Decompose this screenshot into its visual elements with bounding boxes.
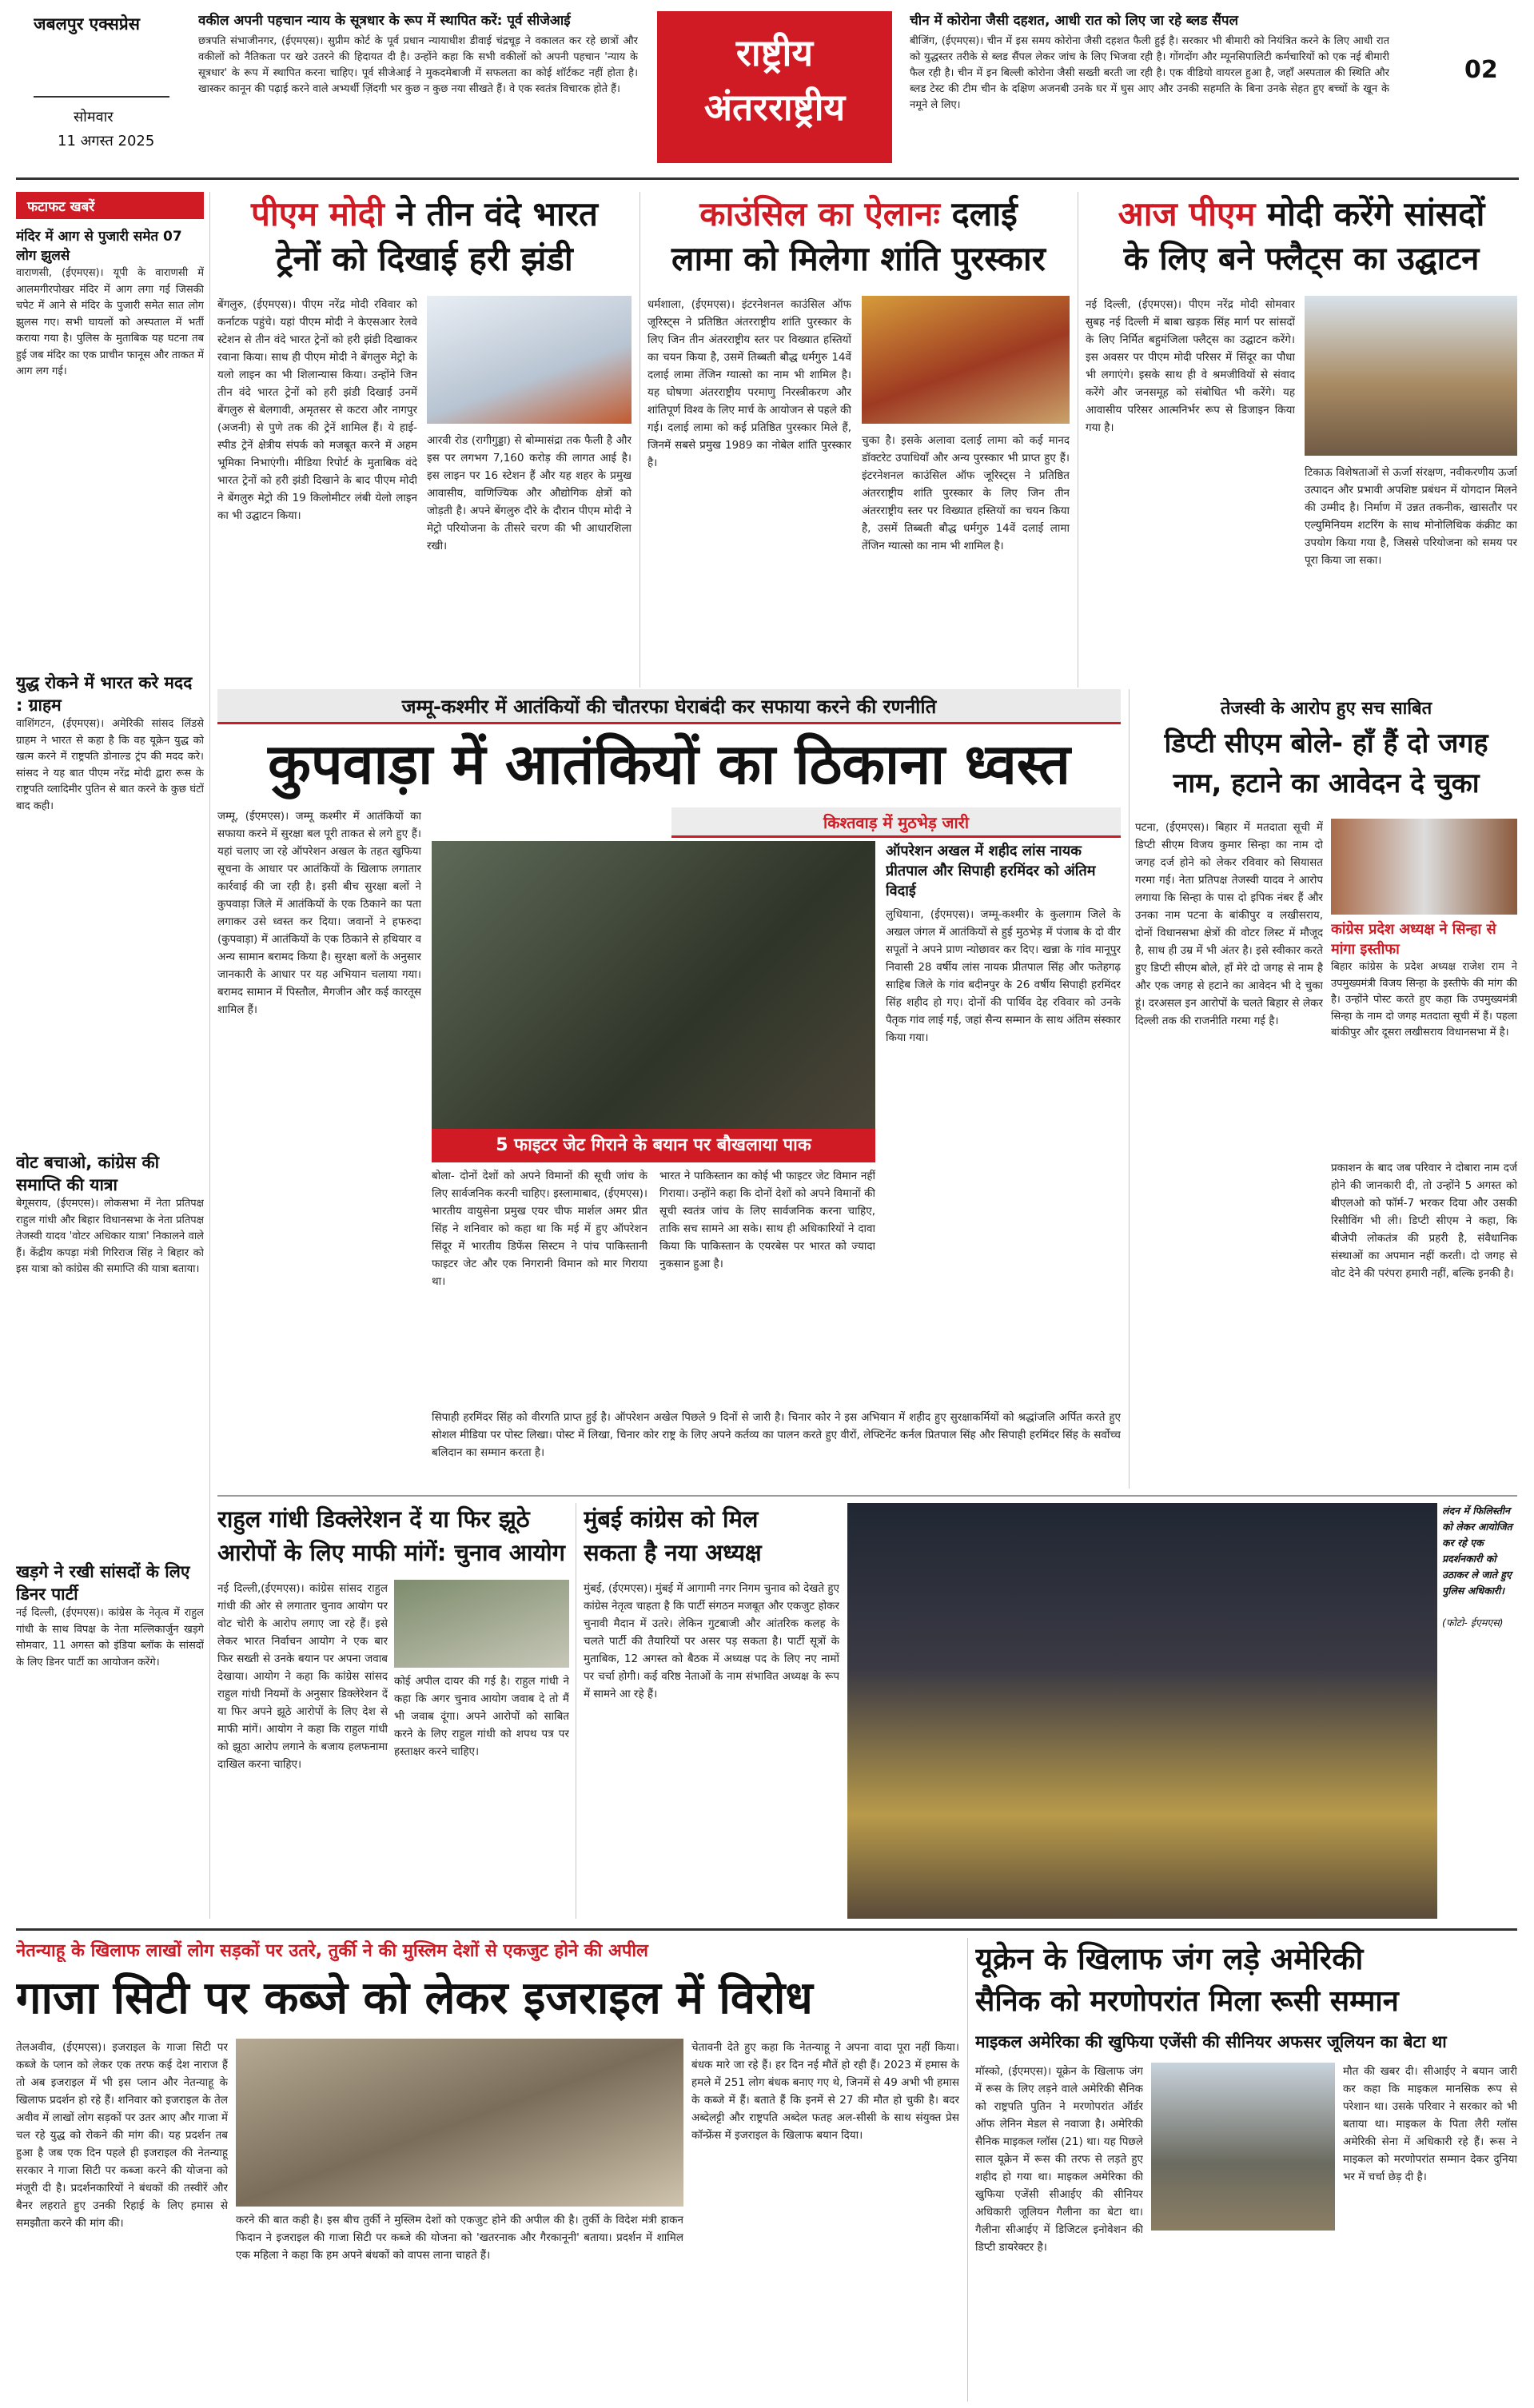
story-body: धर्मशाला, (ईएमएस)। इंटरनेशनल काउंसिल ऑफ जूरिस्ट्स ने प्रतिष्ठित अंतरराष्ट्रीय शांति पुरस्कार के लिए जिन तीन अंतरराष्ट्रीय स्तर पर विख्यात हस्तियों का चयन किया है, उसमें तिब्बती बौद्ध धर्मगुरु 14वें दलाई लामा तेंजिन ग्यात्सो का नाम भी शामिल है। यह घोषणा अंतरराष्ट्रीय परमाणु निरस्त्रीकरण और शांतिपूर्ण विश्व के लिए मार्च के आयोजन से पहले की गई। दलाई लामा को कई प्रतिष्ठित पुरस्कार मिले हैं, जिनमें सबसे प्रमुख 1989 का नोबेल शांति पुरस्कार है।: [647, 298, 851, 469]
brief-tag: [16, 192, 204, 219]
tejashwi-headline-1: डिप्टी सीएम बोले- हाँ हैं दो जगह: [1164, 728, 1488, 759]
ukraine-headline-1: यूक्रेन के खिलाफ जंग लड़े अमेरिकी: [975, 1941, 1364, 1976]
section-rule: [217, 1495, 1517, 1497]
brief-item-headline: मंदिर में आग से पुजारी समेत 07 लोग झुलसे: [16, 229, 182, 264]
story-headline: [1086, 192, 1517, 237]
photo-banner: [432, 1129, 875, 1162]
tejashwi-kicker: तेजस्वी के आरोप हुए सच साबित: [1220, 699, 1432, 719]
london-protest-photo: [847, 1503, 1437, 1919]
brief-item-body: वाराणसी, (ईएमएस)। यूपी के वाराणसी में आलमगीरपोखर मंदिर में आग लगा गई जिसकी चपेट में आने से मंदिर के पुजारी समेत सात लोग झुलस गए। सभी घायलों को अस्पताल में भर्ती कराया गया है। पुलिस के मुताबिक यह घटना तब हुई जब मंदिर का एक प्राचीन फानूस और ताकत में आग लग गई।: [16, 267, 204, 377]
brief-divider: [209, 192, 210, 1919]
soldier-statue-photo: [1151, 2063, 1335, 2231]
dalai-lama-photo: [862, 296, 1070, 424]
sub-kicker-label: किश्तवाड़ में मुठभेड़ जारी: [823, 813, 969, 832]
inset-body: बिहार कांग्रेस के प्रदेश अध्यक्ष राजेश राम ने उपमुख्यमंत्री विजय सिन्हा के इस्तीफे की मांग की है। उन्होंने पोस्ट करते हुए कहा कि उपमुख्यमंत्री सिन्हा के नाम दो जगह मतदाता सूची में हैं। पहला बांकीपुर और दूसरा लखीसराय विधानसभा में है।: [1331, 961, 1517, 1039]
masthead-divider: [16, 177, 1519, 180]
kupwara-sub-kicker: [671, 807, 1121, 838]
leaders-photo: [1331, 819, 1517, 915]
ukraine-body-right: मौत की खबर दी। सीआईए ने बयान जारी कर कहा कि माइकल मानसिक रूप से परेशान था। उसके परिवार ने सरकार को भी बताया था। माइकल के पिता लैरी ग्लॉस अमेरिकी सेना में अधिकारी रहे हैं। रूस ने माइकल को मरणोपरांत सम्मान देकर दुनिया भर में चर्चा छेड़ दी है।: [1343, 2065, 1517, 2183]
story-headline-line2: लामा को मिलेगा शांति पुरस्कार: [671, 239, 1046, 278]
section-box: [657, 11, 892, 163]
story-headline-line2: के लिए बने फ्लैट्स का उद्घाटन: [1123, 241, 1480, 277]
ukraine-subhead: माइकल अमेरिका की खुफिया एजेंसी की सीनियर अफसर जूलियन का बेटा था: [975, 2032, 1447, 2051]
paper-name: जबलपुर एक्सप्रेस: [34, 14, 140, 34]
mumbai-headline-1: मुंबई कांग्रेस को मिल: [584, 1505, 759, 1533]
mumbai-headline-2: सकता है नया अध्यक्ष: [584, 1539, 762, 1566]
photo-banner-label: 5 फाइटर जेट गिराने के बयान पर बौखलाया पाक: [496, 1135, 811, 1155]
ukraine-headline-2: सैनिक को मरणोपरांत मिला रूसी सम्मान: [975, 1985, 1399, 2018]
martyr-headline: ऑपरेशन अखल में शहीद लांस नायक प्रीतपाल और सिपाही हरमिंदर को अंतिम विदाई: [886, 843, 1096, 899]
brief-item: [16, 672, 204, 1119]
section-title-2: अंतरराष्ट्रीय: [703, 86, 846, 129]
headline-red: आज पीएम: [1118, 194, 1256, 233]
right-teaser: [910, 11, 1389, 171]
headline-red: पीएम मोदी: [251, 194, 384, 233]
headline-rest: मोदी करेंगे सांसदों: [1267, 194, 1485, 233]
rahul-headline-2: आरोपों के लिए माफी मांगें: चुनाव आयोग: [217, 1539, 565, 1566]
rahul-body: नई दिल्ली,(ईएमएस)। कांग्रेस सांसद राहुल गांधी की ओर से लगातार चुनाव आयोग पर वोट चोरी के आरोप लगाए जा रहे हैं। इसे लेकर भारत निर्वाचन आयोग ने एक बार फिर सख्ती से उनके बयान पर अपना जवाब देखाया। आयोग ने कहा कि कांग्रेस सांसद राहुल गांधी नियमों के अनुसार डिक्लेरेशन दें या फिर अपने झूठे आरोपों के लिए देश से माफी मांगें। आयोग ने कहा कि राहुल गांधी को झूठा आरोप लगाने के बजाय हलफनामा दाखिल करना चाहिए।: [217, 1582, 388, 1771]
brief-item-headline: खड़गे ने रखी सांसदों के लिए डिनर पार्टी: [16, 1562, 190, 1604]
story-body: बेंगलुरु, (ईएमएस)। पीएम नरेंद्र मोदी रविवार को कर्नाटक पहुंचे। यहां पीएम मोदी ने केएसआर रेलवे स्टेशन से तीन वंदे भारत ट्रेनों को हरी झंडी दिखाकर रवाना किया। साथ ही पीएम मोदी ने बेंगलुरु मेट्रो के यलो लाइन का भी शिलान्यास किया। उन्होंने जिन तीन वंदे भारत ट्रेनों को हरी झंडी दिखाई उनमें बेंगलुरु से बेलगावी, अमृतसर से कटरा और नागपुर (अजनी) से पुणे तक की ट्रेनें शामिल हैं। ये हाई-स्पीड ट्रेनें क्षेत्रीय संपर्क को मजबूत करने में अहम भूमिका निभाएंगी। मीडिया रिपोर्ट के मुताबिक वंदे भारत ट्रेनों को हरी झंडी दिखाने के बाद पीएम मोदी ने बेंगलुरु मेट्रो की 19 किलोमीटर लंबी येलो लाइन का भी उद्घाटन किया।: [217, 298, 417, 522]
brief-item-headline: युद्ध रोकने में भारत करे मदद : ग्राहम: [16, 673, 193, 715]
gaza-body-mid: करने की बात कही है। इस बीच तुर्की ने मुस्लिम देशों को एकजुट होने की अपील की है। तुर्की के विदेश मंत्री हाकन फिदान ने इजराइल की गाजा सिटी पर कब्जे की योजना को 'खतरनाक और गैरकानूनी' बताया। प्रदर्शन में शामिल एक महिला ने कहा कि हम अपने बंधकों को वापस लाना चाहते हैं।: [236, 2214, 683, 2262]
story-mp-flats: [1086, 192, 1517, 688]
gaza-photo: [236, 2039, 683, 2207]
congress-inset: [1331, 919, 1517, 1159]
left-teaser-headline: वकील अपनी पहचान न्याय के सूत्रधार के रूप में स्थापित करें: पूर्व सीजेआई: [198, 13, 571, 29]
soldiers-photo: [432, 841, 875, 1129]
london-caption-box: [1437, 1503, 1517, 1919]
brief-item-body: नई दिल्ली, (ईएमएस)। कांग्रेस के नेतृत्व में राहुल गांधी के साथ विपक्ष के नेता मल्लिकार्जुन खड़गे सोमवार, 11 अगस्त को इंडिया ब्लॉक के सांसदों के लिए डिनर पार्टी का आयोजन करेंगे।: [16, 1607, 204, 1668]
brief-item: [16, 1151, 204, 1631]
story-headline: [647, 192, 1070, 237]
story-vande-bharat: [217, 192, 632, 688]
story-body-cont: चुका है। इसके अलावा दलाई लामा को कई मानद डॉक्टरेट उपाधियाँ और अन्य पुरस्कार भी प्राप्त हुए हैं। इंटरनेशनल काउंसिल ऑफ जूरिस्ट्स ने प्रतिष्ठित अंतरराष्ट्रीय शांति पुरस्कार के लिए जिन तीन अंतरराष्ट्रीय स्तर पर विख्यात हस्तियों का चयन किया है, उसमें तिब्बती बौद्ध धर्मगुरु 14वें दलाई लामा तेंजिन ग्यात्सो का नाम भी शामिल है।: [862, 434, 1070, 552]
martyr-sidebar: [886, 841, 1121, 1393]
date-label: 11 अगस्त 2025: [58, 133, 155, 150]
gaza-body-right: चेतावनी देते हुए कहा कि नेतन्याहू ने अपना वादा पूरा नहीं किया। बंधक मारे जा रहे हैं। हर दिन नई मौतें हो रही हैं। 2023 में हमास के हमले में 251 लोग बंधक बनाए गए थे, जिनमें से 49 अभी भी हमास के कब्जे में हैं। बताते हैं कि इनमें से 27 की मौत हो चुकी है। बदर अब्देलट्टी और राष्ट्रपति अब्देल फतह अल-सीसी के साथ संयुक्त प्रेस कॉन्फ्रेंस में इजराइल के खिलाफ बयान दिया।: [691, 2041, 959, 2142]
pak-body-1: बोला- दोनों देशों को अपने विमानों की सूची जांच के लिए सार्वजनिक करनी चाहिए। इस्लामाबाद, (ईएमएस)। भारतीय वायुसेना प्रमुख एयर चीफ मार्शल अमर प्रीत सिंह ने शनिवार को कहा था कि मई में हुए ऑपरेशन सिंदूर में भारतीय डिफेंस सिस्टम ने पांच पाकिस्तानी फाइटर जेट और एक निगरानी विमान को मार गिराया था।: [432, 1170, 647, 1288]
kupwara-body: जम्मू, (ईएमएस)। जम्मू कश्मीर में आतंकियों का सफाया करने में सुरक्षा बल पूरी ताकत से लगे हुए हैं। यहां चलाए जा रहे ऑपरेशन अखल के तहत खुफिया सूचना के आधार पर आतंकियों के खिलाफ लगातार कार्रवाई की जा रही है। इसी बीच सुरक्षा बलों ने कुपवाड़ा जिले में आतंकियों के एक ठिकाने का पता लगाकर उसे ध्वस्त कर दिया। जवानों ने हफरुदा (कुपवाड़ा) में आतंकियों के एक ठिकाने से हथियार व अन्य सामान बरामद किया है। सुरक्षा बलों के अनुसार जानकारी के आधार पर यह अभियान चलाया गया। बरामद सामान में पिस्तौल, मैगजीन और कई कारतूस शामिल हैं।: [217, 810, 421, 1016]
col-divider: [967, 1938, 968, 2402]
story-body-cont: आरवी रोड (रागीगुड्डा) से बोम्मासंद्रा तक फैली है और इस पर लगभग 7,160 करोड़ की लागत आई है। इस लाइन पर 16 स्टेशन हैं और यह शहर के प्रमुख आवासीय, वाणिज्यिक और औद्योगिक क्षेत्रों को जोड़ती है। अपने बेंगलुरु दौरे के दौरान पीएम मोदी ने मेट्रो परियोजना के तीसरे चरण की भी आधारशिला रखी।: [427, 434, 632, 552]
date-box: [34, 96, 169, 176]
tejashwi-body: पटना, (ईएमएस)। बिहार में मतदाता सूची में डिप्टी सीएम विजय कुमार सिन्हा का नाम दो जगह दर्ज होने को लेकर रविवार को सियासत गरमा गई। नेता प्रतिपक्ष तेजस्वी यादव ने आरोप लगाया कि सिन्हा के पास दो इपिक नंबर हैं और उनका नाम पटना के बांकीपुर व लखीसराय, दोनों विधानसभा क्षेत्रों की वोटर लिस्ट में मौजूद है, साथ ही उम्र में भी अंतर है। इसे स्वीकार करते हुए डिप्टी सीएम बोले, हाँ मेरे दो जगह से नाम है और एक जगह से हटाने का आवेदन भी दे चुका हूं। दरअसल इन आरोपों के चलते बिहार से लेकर दिल्ली तक की राजनीति गरमा गई है।: [1135, 821, 1323, 1027]
col-divider: [1129, 689, 1130, 1489]
brief-item: [16, 227, 204, 643]
gaza-headline: गाजा सिटी पर कब्जे को लेकर इजराइल में विरोध: [16, 1972, 813, 2024]
train-photo: [427, 296, 632, 424]
right-teaser-body: बीजिंग, (ईएमएस)। चीन में इस समय कोरोना जैसी दहशत फैली हुई है। सरकार भी बीमारी को नियंत्रित करने के लिए आधी रात को युद्धस्तर तरीके से ब्लड सैंपल लेकर जांच के लिए भिजवा रही है। गोंगदोंग और म्यूनसिपालिटी कर्मचारियों को एक नई बीमारी फैल रही है। चीन में इन बिल्ली कोरोना जैसी सख्ती बरती जा रही है। एक वीडियो वायरल हुआ है, जहाँ अस्पताल की स्थिति और ब्लड टेस्ट की टीम चीन के दक्षिण अजनबी उनके घर में घुस आए और उनकी सहमति के बिना उनके सेहत हुए बच्चों के खून के नमूने ले लिए।: [910, 35, 1389, 111]
kupwara-kicker-bar: [217, 689, 1121, 724]
left-teaser-body: छत्रपति संभाजीनगर, (ईएमएस)। सुप्रीम कोर्ट के पूर्व प्रधान न्यायाधीश डीवाई चंद्रचूड़ ने वकालत कर रहे छात्रों और वकीलों को नैतिकता पर खरे उतरने की हिदायत दी है। उन्होंने कहा कि सभी वकीलों को अपनी पहचान 'न्याय के सूत्रधार' के रूप में स्थापित करना चाहिए। पूर्व सीजेआई ने मुकदमेबाजी में सफलता का कोई शॉर्टकट नहीं होता है। खास्कर कानून की पढ़ाई करने वाले अभ्यर्थी ज़िंदगी भर कुछ न कुछ नया सीखते हैं। वे एक स्वतंत्र विचारक होते हैं।: [198, 35, 638, 95]
headline-rest: ने तीन वंदे भारत: [396, 194, 598, 233]
headline-rest: दलाई: [951, 194, 1018, 233]
section-title-1: राष्ट्रीय: [735, 31, 814, 74]
story-dalai-lama: [647, 192, 1070, 688]
right-teaser-headline: चीन में कोरोना जैसी दहशत, आधी रात को लिए जा रहे ब्लड सैंपल: [910, 13, 1239, 29]
brief-item-body: बेगूसराय, (ईएमएस)। लोकसभा में नेता प्रतिपक्ष राहुल गांधी और बिहार विधानसभा के नेता प्रतिपक्ष तेजस्वी यादव 'वोटर अधिकार यात्रा' निकालने वाले हैं। केंद्रीय कपड़ा मंत्री गिरिराज सिंह ने बिहार को इस यात्रा को कांग्रेस की समाप्ति की यात्रा बताया।: [16, 1198, 204, 1275]
pak-body-2: भारत ने पाकिस्तान का कोई भी फाइटर जेट विमान नहीं गिराया। उन्होंने कहा कि दोनों देशों को अपने विमानों की सूची स्वतंत्र जांच के लिए सार्वजनिक करना चाहिए, ताकि सच सामने आ सके। साथ ही अधिकारियों ने दावा किया कि पाकिस्तान के एयरबेस पर भारत को ज्यादा नुकसान हुआ है।: [659, 1170, 875, 1270]
kupwara-headline: कुपवाड़ा में आतंकियों का ठिकाना ध्वस्त: [268, 732, 1070, 797]
brief-item-body: वाशिंगटन, (ईएमएस)। अमेरिकी सांसद लिंडसे ग्राहम ने भारत से कहा है कि वह यूक्रेन युद्ध को खत्म करने में राष्ट्रपति डोनाल्ड ट्रंप की मदद करे। सांसद ने यह बात पीएम नरेंद्र मोदी द्वारा रूस के राष्ट्रपति व्लादिमीर पुतिन से बात करने के कुछ घंटों बाद कही।: [16, 718, 204, 812]
martyr-body: लुधियाना, (ईएमएस)। जम्मू-कश्मीर के कुलगाम जिले के अखल जंगल में आतंकियों से हुई मुठभेड़ में पंजाब के दो वीर सपूतों ने अपने प्राण न्योछावर कर दिए। खन्ना के गांव मानूपुर निवासी 28 वर्षीय लांस नायक प्रीतपाल सिंह और फतेहगढ़ साहिब जिले के गांव बदीनपुर के 26 वर्षीय सिपाही हरमिंदर सिंह शहीद हो गए। दोनों की पार्थिव देह रविवार को उनके पैतृक गांव लाई गई, जहां सैन्य सम्मान के साथ अंतिम संस्कार किया गया।: [886, 908, 1121, 1044]
mumbai-body: मुंबई, (ईएमएस)। मुंबई में आगामी नगर निगम चुनाव को देखते हुए कांग्रेस नेतृत्व चाहता है कि पार्टी संगठन मजबूत और एकजुट होकर चुनावी मैदान में उतरे। लेकिन गुटबाजी और आंतरिक कलह के चलते पार्टी की तैयारियों पर असर पड़ सकता है। पार्टी सूत्रों के मुताबिक, 12 अगस्त को बैठक में अध्यक्ष पद के लिए नए नामों पर चर्चा होगी। कई वरिष्ठ नेताओं के नाम संभावित अध्यक्ष के रूप में सामने आ रहे हैं।: [584, 1582, 839, 1700]
brief-tag-label: फटाफट खबरें: [27, 199, 95, 215]
headline-red: काउंसिल का ऐलानः: [699, 194, 940, 233]
story-body-cont: टिकाऊ विशेषताओं से ऊर्जा संरक्षण, नवीकरणीय ऊर्जा उत्पादन और प्रभावी अपशिष्ट प्रबंधन में योगदान मिलने की उम्मीद है। निर्माण में उन्नत तकनीक, खासतौर पर एल्युमिनियम शटरिंग के साथ मोनोलिथिक कंक्रीट का उपयोग किया गया है, जिससे परियोजना को समय पर पूरा किया जा सका।: [1305, 466, 1517, 567]
page-number: 02: [1464, 56, 1498, 84]
kupwara-kicker: जम्मू-कश्मीर में आतंकियों की चौतरफा घेराबंदी कर सफाया करने की रणनीति: [401, 696, 937, 718]
flats-photo: [1305, 296, 1517, 456]
tejashwi-headline-2: नाम, हटाने का आवेदन दे चुका: [1173, 767, 1480, 799]
brief-item: [16, 1561, 204, 1743]
rahul-headline-1: राहुल गांधी डिक्लेरेशन दें या फिर झूठे: [217, 1505, 530, 1533]
ukraine-body: मॉस्को, (ईएमएस)। यूक्रेन के खिलाफ जंग में रूस के लिए लड़ने वाले अमेरिकी सैनिक को राष्ट्रपति पुतिन ने मरणोपरांत ऑर्डर ऑफ लेनिन मेडल से नवाजा है। अमेरिकी सैनिक माइकल ग्लॉस (21) था। यह पिछले साल यूक्रेन में रूस की तरफ से लड़ते हुए शहीद हो गया था। माइकल अमेरिका की खुफिया एजेंसी सीआईए की सीनियर अधिकारी जूलियन गैलीना का बेटा था। गैलीना सीआईए में डिजिटल इनोवेशन की डिप्टी डायरेक्टर है।: [975, 2065, 1143, 2254]
section-rule: [16, 1928, 1517, 1931]
story-headline-line2: ट्रेनों को दिखाई हरी झंडी: [276, 239, 573, 278]
brief-column: [16, 192, 204, 1743]
story-body: नई दिल्ली, (ईएमएस)। पीएम नरेंद्र मोदी सोमवार सुबह नई दिल्ली में बाबा खड़क सिंह मार्ग पर सांसदों के लिए निर्मित बहुमंजिला फ्लैट्स का उद्घाटन करेंगे। इस अवसर पर पीएम मोदी परिसर में सिंदूर का पौधा भी लगाएंगे। इसके साथ ही वे श्रमजीवियों से संवाद करेंगे और जनसमूह को संबोधित भी करेंगे। यह आवासीय परिसर आत्मनिर्भर रूप से डिजाइन किया गया है।: [1086, 298, 1295, 434]
london-caption: लंदन में फिलिस्तीन को लेकर आयोजित कर रहे एक प्रदर्शनकारी को उठाकर ले जाते हुए पुलिस अधिकारी।: [1442, 1505, 1512, 1597]
inset-headline: कांग्रेस प्रदेश अध्यक्ष ने सिन्हा से मांगा इस्तीफा: [1331, 921, 1496, 958]
story-headline: [217, 192, 632, 237]
masthead: [0, 0, 1534, 184]
gaza-kicker: नेतन्याहू के खिलाफ लाखों लोग सड़कों पर उतरे, तुर्की ने की मुस्लिम देशों से एकजुट होने की अपील: [16, 1941, 648, 1961]
col-divider: [639, 192, 640, 688]
tejashwi-body-cont: प्रकाशन के बाद जब परिवार ने दोबारा नाम दर्ज होने की जानकारी दी, तो उन्होंने 5 अगस्त को बीएलओ को फॉर्म-7 भरकर दिया और उसकी रिसीविंग भी ली। डिप्टी सीएम ने कहा, कि बीजेपी लोकतंत्र की प्रहरी है, संवैधानिक संस्थाओं का अपमान नहीं करती। दो जगह से वोट देने की परंपरा हमारी नहीं, बल्कि इनकी है।: [1331, 1162, 1517, 1280]
rahul-photo-caption: कोई अपील दायर की गई है। राहुल गांधी ने कहा कि अगर चुनाव आयोग जवाब दे तो मैं भी जवाब दूंगा। अपने आरोपों को साबित करने के लिए राहुल गांधी को शपथ पत्र पर हस्ताक्षर करने चाहिए।: [394, 1675, 569, 1758]
kupwara-bottom-body: सिपाही हरमिंदर सिंह को वीरगति प्राप्त हुई है। ऑपरेशन अखेल पिछले 9 दिनों से जारी है। चिनार कोर ने इस अभियान में शहीद हुए सुरक्षाकर्मियों को श्रद्धांजलि अर्पित करते हुए सोशल मीडिया पर पोस्ट लिखा। पोस्ट में लिखा, चिनार कोर राष्ट्र के लिए अपने कर्तव्य का पालन करते हुए वीरों, लेफ्टिनेंट कर्नल प्रितपाल सिंह और सिपाही हरमिंदर सिंह के सर्वोच्च बलिदान का सम्मान करता है।: [432, 1411, 1121, 1459]
brief-item-headline: वोट बचाओ, कांग्रेस की समाप्ति की यात्रा: [16, 1153, 160, 1194]
rahul-photo: [394, 1580, 569, 1668]
left-teaser: [198, 11, 638, 171]
photo-credit: (फोटो- ईएमएस): [1442, 1617, 1504, 1629]
day-label: सोमवार: [74, 109, 114, 126]
gaza-body: तेलअवीव, (ईएमएस)। इजराइल के गाजा सिटी पर कब्जे के प्लान को लेकर एक तरफ कई देश नाराज हैं तो अब इजराइल में भी इस प्लान और नेतन्याहू के खिलाफ प्रदर्शन हो रहे हैं। शनिवार को इजराइल के तेल अवीव में लाखों लोग सड़कों पर उतर आए और गाजा में चल रहे युद्ध को रोकने की मांग की। यह प्रदर्शन तब हुआ है जब एक दिन पहले ही इजराइल की नेतन्याहू सरकार ने गाजा सिटी पर कब्जा करने की योजना को मंजूरी दी है। प्रदर्शनकारियों ने बंधकों की तस्वीरें और बैनर लहराते हुए उनकी रिहाई के लिए हमास से समझौता करने की मांग की।: [16, 2041, 228, 2230]
